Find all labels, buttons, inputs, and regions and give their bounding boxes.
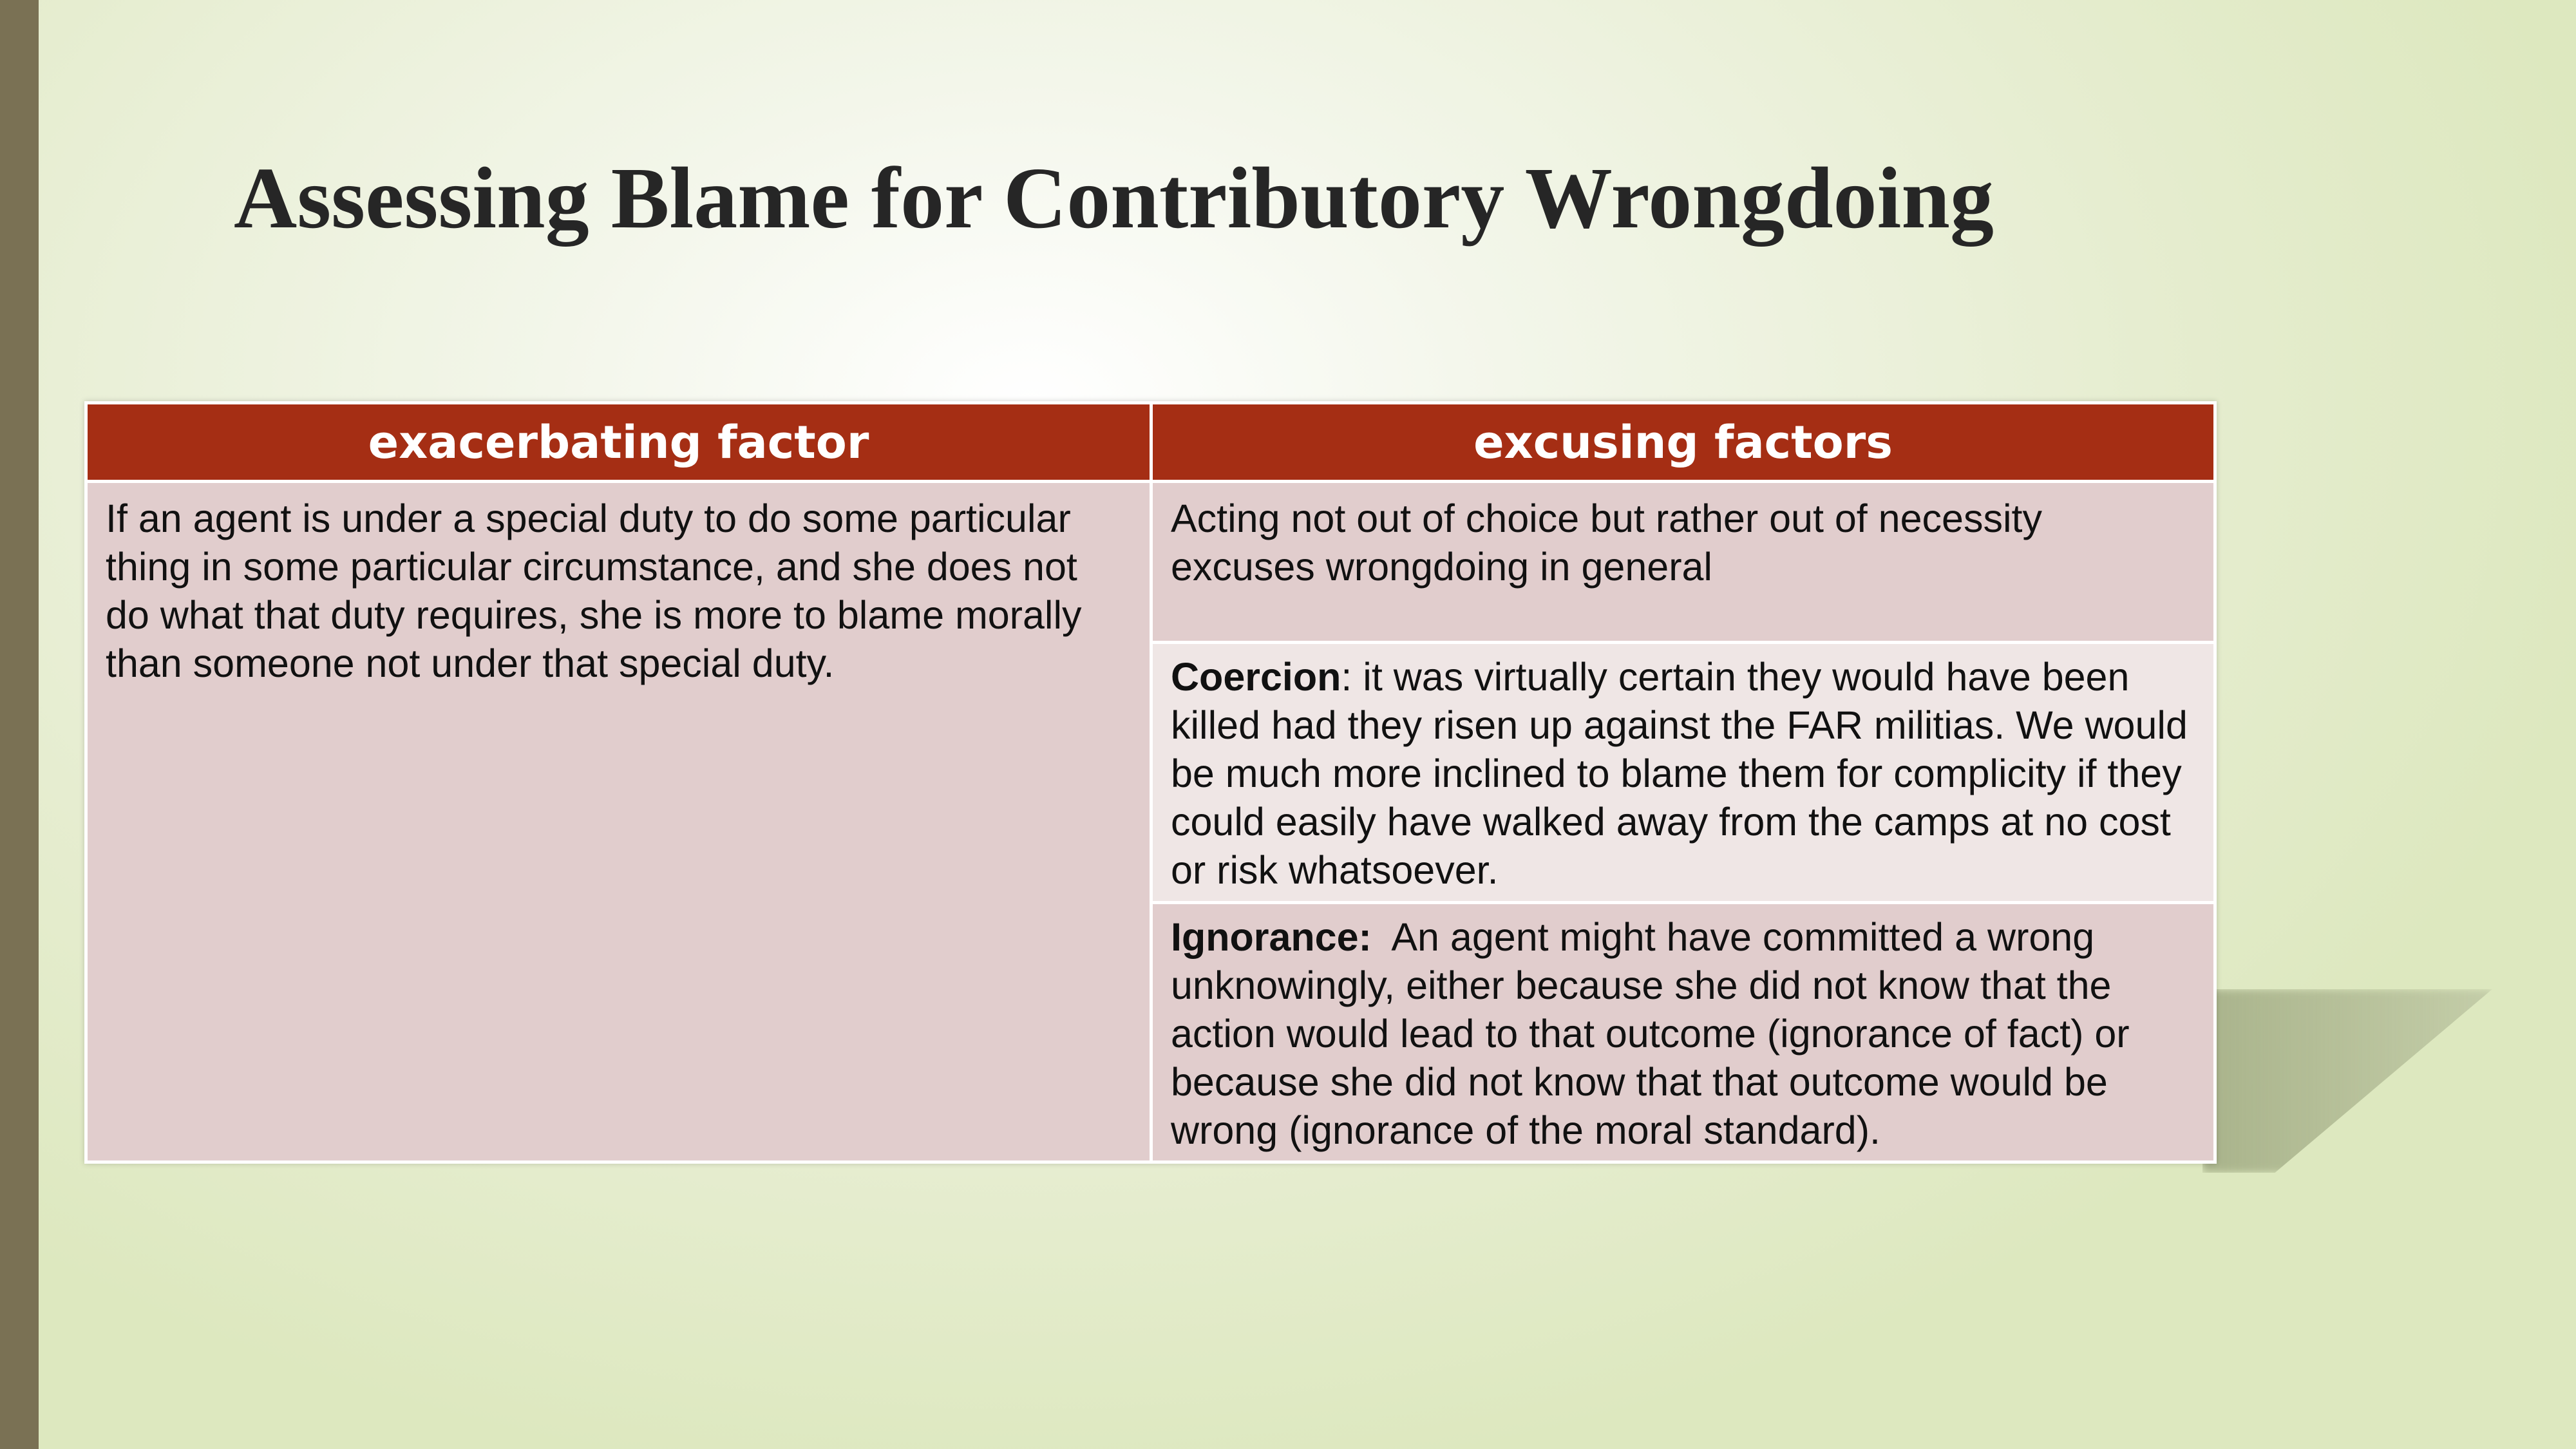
ignorance-text: An agent might have committed a wrong unknowingly, either because she did not know that the action would lead to that outcome (ignorance of fact) or because she did not know that that outcome would be wrong (ignorance of the moral standard).: [1171, 915, 2141, 1152]
table-drop-shadow: [2202, 989, 2492, 1173]
coercion-text: : it was virtually certain they would have been killed had they risen up against the FAR militias. We would be much more inclined to blame them for complicity if they could easily have walked away from the camps at no cost or risk whatsoever.: [1171, 655, 2188, 892]
ignorance-term: Ignorance:: [1171, 915, 1372, 959]
slide-title: Assessing Blame for Contributory Wrongdoing: [234, 150, 1994, 247]
header-exacerbating-factor: exacerbating factor: [88, 404, 1153, 480]
excusing-necessity-cell: [1153, 480, 2213, 641]
excusing-necessity-text: Acting not out of choice but rather out of necessity excuses wrongdoing in general: [1171, 497, 2042, 589]
excusing-coercion-cell: [1153, 641, 2213, 901]
factors-table: [84, 401, 2217, 1164]
exacerbating-text: If an agent is under a special duty to do some particular thing in some particular circumstance, and she does not do what that duty requires, she is more to blame morally than someone not under that special duty.: [106, 497, 1082, 685]
excusing-ignorance-cell: [1153, 901, 2213, 1160]
header-excusing-factors: excusing factors: [1153, 404, 2213, 480]
exacerbating-special-duty-cell: [88, 480, 1153, 1160]
coercion-term: Coercion: [1171, 655, 1341, 699]
left-accent-bar: [0, 0, 39, 1449]
